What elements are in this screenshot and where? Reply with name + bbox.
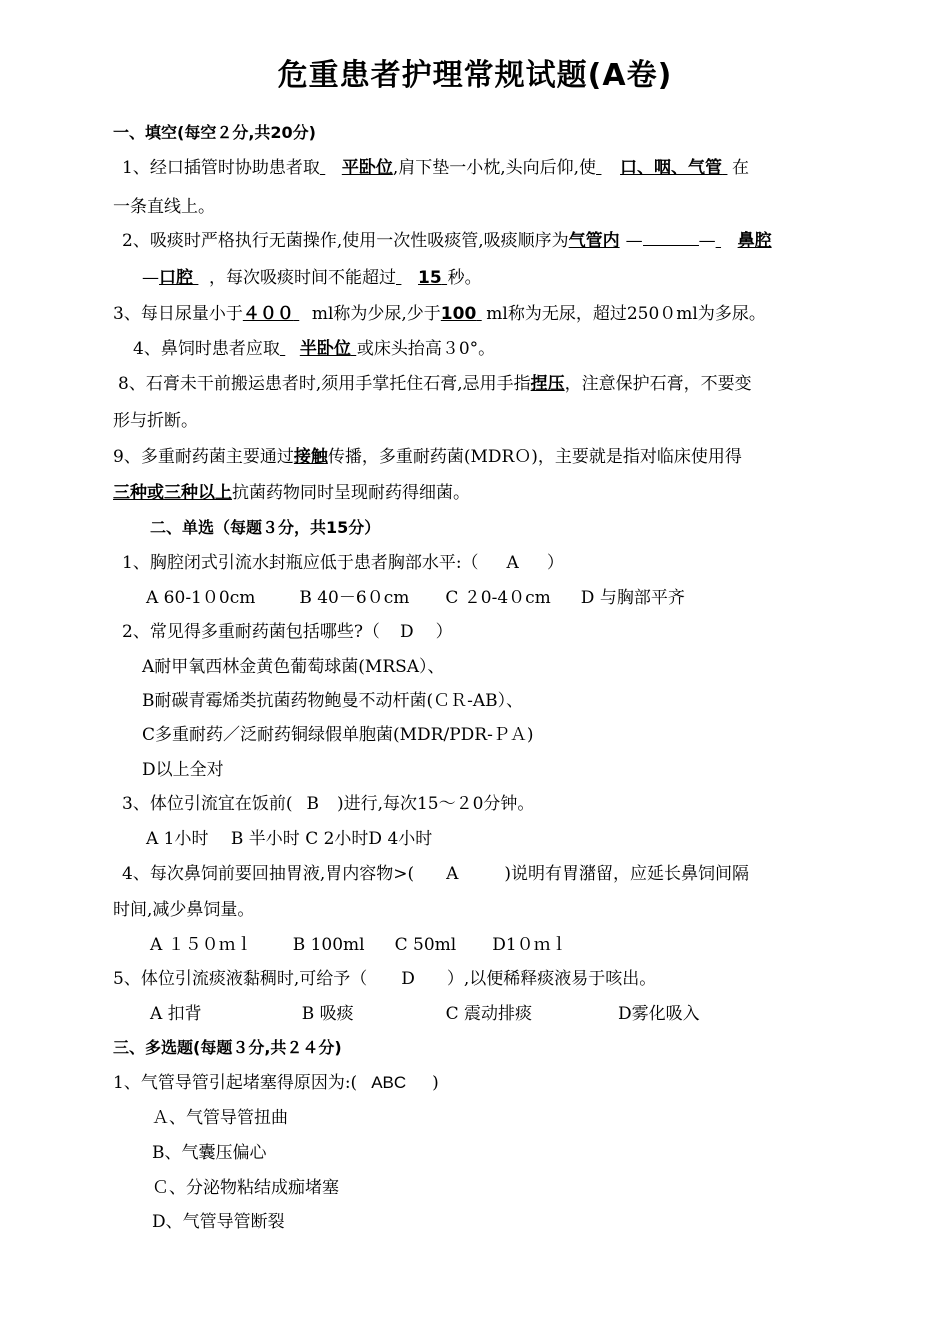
- question-2-3: 3、体位引流宜在饭前( B )进行,每次15～２0分钟。: [122, 794, 535, 814]
- answer-choice: D: [399, 622, 414, 642]
- question-1-2: 2、吸痰时严格执行无菌操作,使用一次性吸痰管,吸痰顺序为气管内 — — 鼻腔: [122, 231, 772, 251]
- option-3-1-b: B、气囊压偏心: [152, 1143, 267, 1163]
- options-2-5: A 扣背 B 吸痰 C 震动排痰 D雾化吸入: [150, 1004, 700, 1024]
- section-heading-multi-choice: 三、多选题(每题３分,共２４分): [113, 1038, 342, 1057]
- question-2-2: 2、常见得多重耐药菌包括哪些?（ D ）: [122, 622, 453, 642]
- option-2-2-b: B耐碳青霉烯类抗菌药物鲍曼不动杆菌(ＣＲ-AB）、: [142, 691, 524, 711]
- question-2-4-cont: 时间,减少鼻饲量。: [113, 900, 255, 920]
- question-1-9: 9、多重耐药菌主要通过接触传播，多重耐药菌(MDRＯ)，主要就是指对临床使用得: [113, 447, 742, 467]
- answer-blank: 接触: [293, 447, 328, 467]
- answer-choice: A: [446, 864, 459, 884]
- section-heading-fill-blank: 一、填空(每空２分,共20分): [113, 123, 316, 142]
- option-3-1-d: D、气管导管断裂: [152, 1212, 285, 1232]
- options-2-4: A １５０ｍｌ B 100ml C 50ml D1０ｍｌ: [150, 935, 568, 955]
- question-1-3: 3、每日尿量小于４００ ml称为少尿,少于100 ml称为无尿，超过250０ml为多尿。: [113, 304, 766, 324]
- answer-blank: 15: [418, 268, 442, 288]
- question-2-5: 5、体位引流痰液黏稠时,可给予（ D ）,以便稀释痰液易于咳出。: [113, 969, 657, 989]
- answer-blank: 捏压: [530, 374, 565, 394]
- answer-choice: B: [306, 794, 319, 814]
- options-2-3: A 1小时 B 半小时 C 2小时D 4小时: [146, 829, 433, 849]
- option-2-2-a: A耐甲氧西林金黄色葡萄球菌(MRSA）、: [142, 657, 445, 677]
- section-heading-single-choice: 二、单选（每题３分，共15分）: [150, 518, 381, 537]
- question-1-8: 8、石膏未干前搬运患者时,须用手掌托住石膏,忌用手指捏压，注意保护石膏，不要变: [118, 374, 752, 394]
- answer-choice: D: [401, 969, 415, 989]
- answer-blank: 平卧位: [341, 158, 393, 178]
- answer-blank: 气管内: [568, 231, 620, 251]
- option-2-2-d: D以上全对: [142, 760, 224, 780]
- question-2-4: 4、每次鼻饲前要回抽胃液,胃内容物>( A )说明有胃潴留，应延长鼻饲间隔: [122, 864, 750, 884]
- option-3-1-c: Ｃ、分泌物粘结成痂堵塞: [152, 1178, 339, 1198]
- answer-blank: ４００: [242, 304, 294, 324]
- answer-blank: 三种或三种以上: [113, 483, 232, 503]
- option-2-2-c: C多重耐药／泛耐药铜绿假单胞菌(MDR/PDR-ＰＡ): [142, 725, 534, 745]
- answer-blank: 100: [440, 304, 477, 324]
- answer-blank: 半卧位: [299, 339, 351, 359]
- option-3-1-a: Ａ、气管导管扭曲: [152, 1108, 288, 1128]
- answer-blank: 口、咽、气管: [620, 158, 723, 178]
- question-1-1: 1、经口插管时协助患者取 平卧位,肩下垫一小枕,头向后仰,使 口、咽、气管 在: [122, 158, 750, 178]
- question-1-2-cont: —口腔 ，每次吸痰时间不能超过 15 秒。: [142, 268, 482, 288]
- answer-blank: 口腔: [159, 268, 193, 288]
- question-2-1: 1、胸腔闭式引流水封瓶应低于患者胸部水平:（ A ）: [122, 553, 564, 573]
- answer-choice: A: [506, 553, 519, 573]
- answer-blank: 鼻腔: [737, 231, 772, 251]
- question-1-8-cont: 形与折断。: [113, 411, 198, 431]
- options-2-1: A 60-1０0cm B 40－6０cm C ２0-4０cm D 与胸部平齐: [146, 588, 685, 608]
- question-1-9-cont: 三种或三种以上抗菌药物同时呈现耐药得细菌。: [113, 483, 470, 503]
- question-3-1: 1、气管导管引起堵塞得原因为:( ABC ): [113, 1073, 439, 1093]
- answer-choice: ABC: [371, 1073, 407, 1092]
- page-title: 危重患者护理常规试题(A卷): [277, 58, 673, 93]
- question-1-1-cont: 一条直线上。: [113, 197, 215, 217]
- question-1-4: 4、鼻饲时患者应取 半卧位 或床头抬高３0°。: [133, 339, 496, 359]
